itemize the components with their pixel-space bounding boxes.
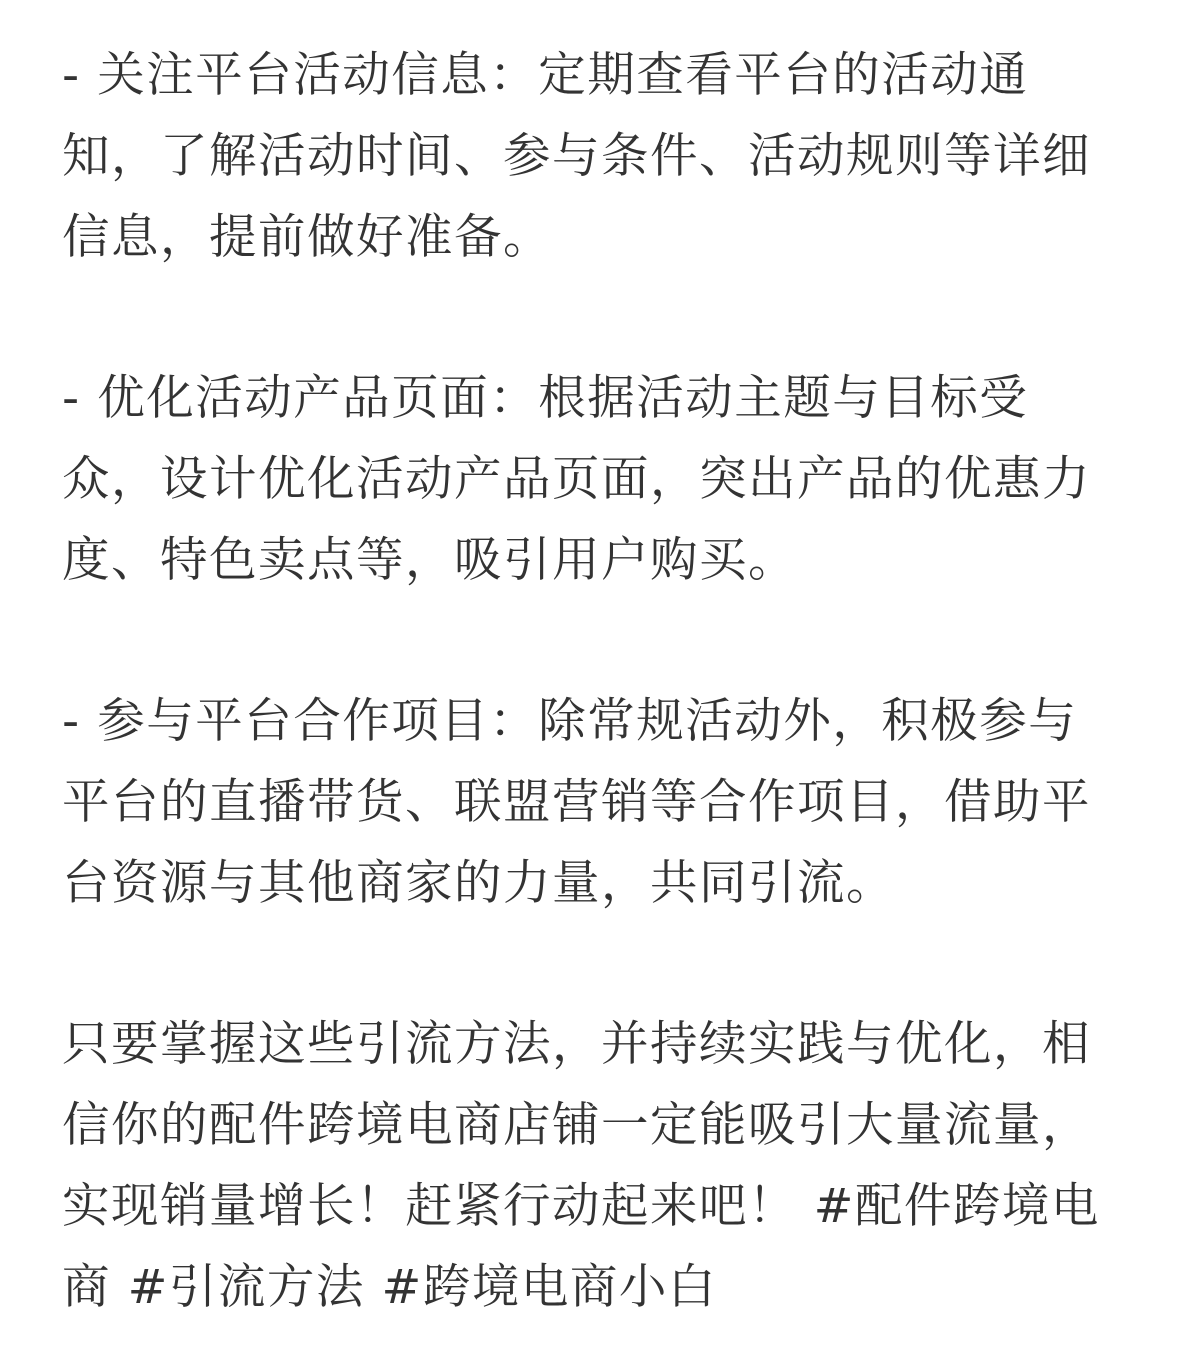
hashtag-accessories-cross-border[interactable]: #配件跨境电商: [62, 1179, 1100, 1315]
paragraph-text: - 参与平台合作项目：除常规活动外，积极参与平台的直播带货、联盟营销等合作项目，借助平台资源与其他商家的力量，共同引流。: [62, 694, 1091, 911]
hashtag-traffic-methods[interactable]: #引流方法: [127, 1260, 365, 1315]
paragraph-platform-cooperation: [62, 681, 1122, 924]
paragraph-optimize-product-page: [62, 358, 1122, 601]
paragraph-text: - 关注平台活动信息：定期查看平台的活动通知，了解活动时间、参与条件、活动规则等详细信息，提前做好准备。: [62, 48, 1091, 265]
hashtag-cross-border-beginner[interactable]: #跨境电商小白: [381, 1260, 717, 1315]
paragraph-text: 只要掌握这些引流方法，并持续实践与优化，相信你的配件跨境电商店铺一定能吸引大量流量，实现销量增长！赶紧行动起来吧！: [62, 1017, 1091, 1234]
paragraph-conclusion: [62, 1004, 1122, 1328]
paragraph-platform-activity-info: [62, 35, 1122, 278]
paragraph-text: - 优化活动产品页面：根据活动主题与目标受众，设计优化活动产品页面，突出产品的优惠力度、特色卖点等，吸引用户购买。: [62, 371, 1091, 588]
